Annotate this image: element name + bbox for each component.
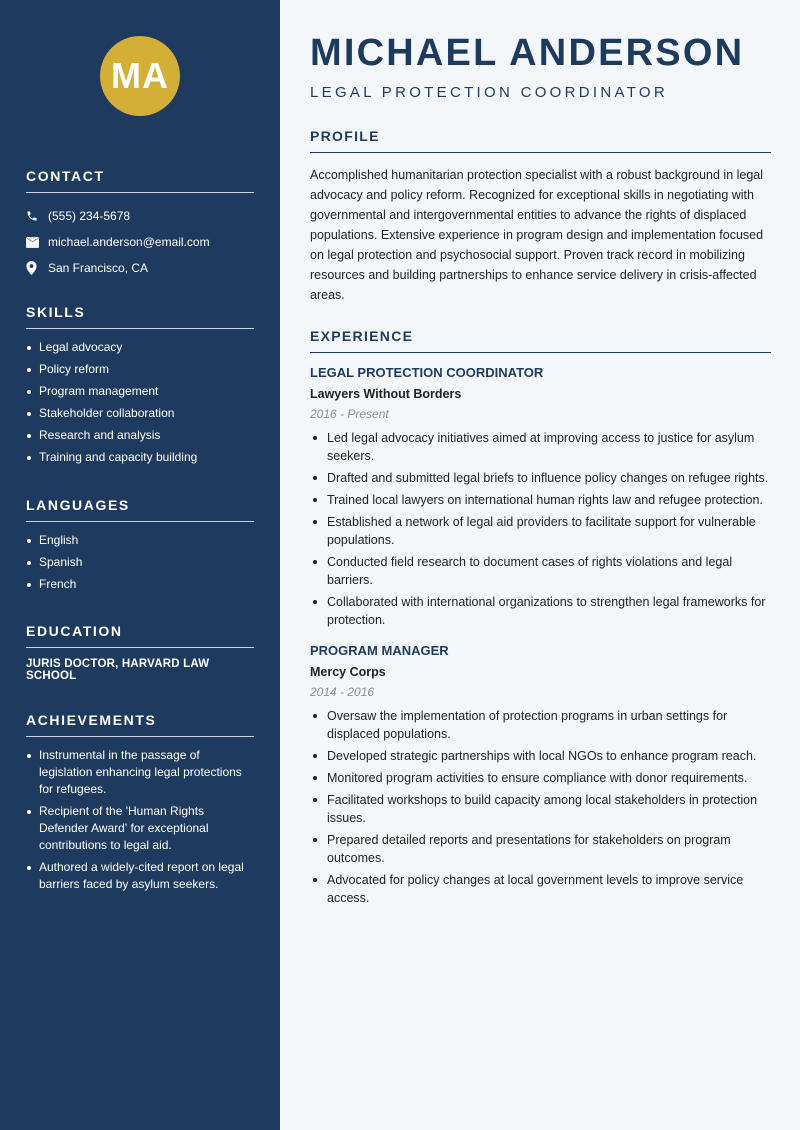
- achievement-item: Authored a widely-cited report on legal barriers faced by asylum seekers.: [26, 859, 254, 893]
- job-bullet: Monitored program activities to ensure compliance with donor requirements.: [310, 769, 771, 787]
- achievement-item: Recipient of the 'Human Rights Defender Award' for exceptional contributions to legal aid.: [26, 803, 254, 854]
- job-bullets: [310, 707, 771, 907]
- job-bullets: [310, 429, 771, 629]
- contact-location: [26, 255, 254, 281]
- job-entry: [310, 643, 771, 907]
- job-bullet: Oversaw the implementation of protection programs in urban settings for displaced populations.: [310, 707, 771, 743]
- job-bullet: Conducted field research to document cases of rights violations and legal barriers.: [310, 553, 771, 589]
- languages-list: [26, 532, 254, 593]
- skills-section: [26, 304, 254, 471]
- job-dates: 2014 - 2016: [310, 685, 375, 699]
- language-item: English: [26, 532, 254, 549]
- phone-text: (555) 234-5678: [48, 209, 131, 223]
- skill-item: Training and capacity building: [26, 449, 254, 466]
- achievements-heading: ACHIEVEMENTS: [26, 712, 254, 737]
- profile-text: Accomplished humanitarian protection specialist with a robust background in legal advocacy and policy reform. Recognized for exceptional skills in negotiating with governmental and intergovernmental entities to advance the rights of displaced populations. Extensive experience in program design and implementation focused on legal protection and psychosocial support. Proven track record in mobilizing resources and building partnerships to enhance service delivery in crisis-affected areas.: [310, 168, 764, 302]
- job-bullet: Developed strategic partnerships with local NGOs to enhance program reach.: [310, 747, 771, 765]
- skill-item: Research and analysis: [26, 427, 254, 444]
- languages-heading: LANGUAGES: [26, 497, 254, 522]
- skills-heading: SKILLS: [26, 304, 254, 329]
- education-item: JURIS DOCTOR, HARVARD LAW SCHOOL: [26, 658, 210, 682]
- contact-phone: [26, 203, 254, 229]
- main-content: [280, 0, 800, 1130]
- contact-email: [26, 229, 254, 255]
- experience-section: [310, 328, 771, 921]
- job-entry: [310, 365, 771, 629]
- contact-section: [26, 168, 254, 281]
- skills-list: [26, 339, 254, 466]
- education-heading: EDUCATION: [26, 623, 254, 648]
- job-company: Lawyers Without Borders: [310, 387, 462, 401]
- job-bullet: Prepared detailed reports and presentations for stakeholders on program outcomes.: [310, 831, 771, 867]
- language-item: Spanish: [26, 554, 254, 571]
- location-pin-icon: [26, 261, 48, 275]
- mail-icon: [26, 237, 48, 248]
- job-title: LEGAL PROTECTION COORDINATOR: [310, 365, 544, 380]
- avatar: MA: [100, 36, 180, 116]
- job-company: Mercy Corps: [310, 665, 386, 679]
- sidebar: [0, 0, 280, 1130]
- job-bullet: Led legal advocacy initiatives aimed at improving access to justice for asylum seekers.: [310, 429, 771, 465]
- job-title: PROGRAM MANAGER: [310, 643, 449, 658]
- skill-item: Legal advocacy: [26, 339, 254, 356]
- job-bullet: Collaborated with international organizations to strengthen legal frameworks for protection.: [310, 593, 771, 629]
- skill-item: Stakeholder collaboration: [26, 405, 254, 422]
- job-bullet: Advocated for policy changes at local government levels to improve service access.: [310, 871, 771, 907]
- job-bullet: Drafted and submitted legal briefs to influence policy changes on refugee rights.: [310, 469, 771, 487]
- email-text: michael.anderson@email.com: [48, 235, 210, 249]
- achievements-list: [26, 747, 254, 893]
- phone-icon: [26, 210, 48, 222]
- skill-item: Program management: [26, 383, 254, 400]
- contact-heading: CONTACT: [26, 168, 254, 193]
- profile-heading: PROFILE: [310, 128, 771, 153]
- achievement-item: Instrumental in the passage of legislation enhancing legal protections for refugees.: [26, 747, 254, 798]
- candidate-name: MICHAEL ANDERSON: [310, 32, 745, 74]
- candidate-title: LEGAL PROTECTION COORDINATOR: [310, 84, 668, 101]
- job-bullet: Established a network of legal aid providers to facilitate support for vulnerable populations.: [310, 513, 771, 549]
- education-section: [26, 623, 254, 682]
- location-text: San Francisco, CA: [48, 261, 149, 275]
- experience-heading: EXPERIENCE: [310, 328, 771, 353]
- language-item: French: [26, 576, 254, 593]
- job-dates: 2016 - Present: [310, 407, 389, 421]
- profile-section: [310, 128, 771, 305]
- job-bullet: Facilitated workshops to build capacity among local stakeholders in protection issues.: [310, 791, 771, 827]
- achievements-section: [26, 712, 254, 898]
- languages-section: [26, 497, 254, 598]
- skill-item: Policy reform: [26, 361, 254, 378]
- job-bullet: Trained local lawyers on international human rights law and refugee protection.: [310, 491, 771, 509]
